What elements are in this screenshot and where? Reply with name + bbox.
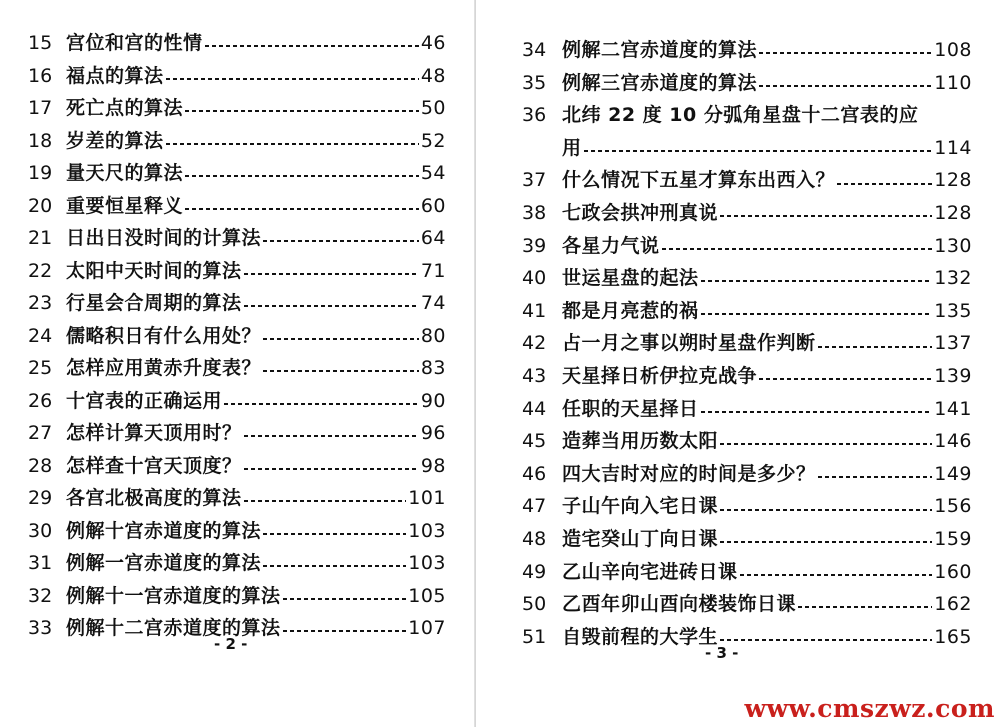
dot-leader <box>263 240 419 242</box>
entry-title: 四大吉时对应的时间是多少？ <box>562 462 816 485</box>
entry-number: 19 <box>28 162 53 184</box>
toc-entry <box>28 27 446 60</box>
right-page <box>480 0 1007 727</box>
dot-leader <box>244 305 419 307</box>
dot-leader <box>205 45 419 47</box>
entry-number: 31 <box>28 552 53 574</box>
entry-number: 15 <box>28 32 53 54</box>
entry-title: 例解二宫赤道度的算法 <box>562 39 758 61</box>
entry-number: 38 <box>522 201 547 224</box>
entry-page-number: 107 <box>408 617 446 639</box>
entry-number: 37 <box>522 169 547 192</box>
entry-title: 重要恒星释义 <box>66 194 184 217</box>
dot-leader <box>662 248 933 250</box>
entry-title: 十宫表的正确运用 <box>66 389 223 412</box>
toc-entry <box>522 360 972 393</box>
entry-title: 宫位和宫的性情 <box>66 32 203 54</box>
toc-entry <box>522 197 972 230</box>
entry-title: 乙山辛向宅进砖日课 <box>562 560 738 583</box>
entry-title: 死亡点的算法 <box>66 97 184 119</box>
entry-number: 51 <box>522 625 547 648</box>
entry-title: 岁差的算法 <box>66 129 164 152</box>
entry-page-number: 74 <box>420 292 446 314</box>
page-number-right: - 3 - <box>705 644 739 662</box>
entry-title: 太阳中天时间的算法 <box>66 259 242 282</box>
entry-page-number: 162 <box>934 593 972 616</box>
entry-title: 怎样计算天顶用时？ <box>66 422 242 444</box>
entry-page-number: 83 <box>420 357 446 379</box>
entry-title: 什么情况下五星才算东出西入？ <box>562 169 836 192</box>
toc-entry <box>522 490 972 523</box>
entry-number: 36 <box>522 104 547 127</box>
entry-page-number: 139 <box>934 364 972 387</box>
toc-entry <box>28 547 446 580</box>
entry-number: 18 <box>28 129 53 152</box>
entry-page-number: 98 <box>420 454 446 477</box>
dot-leader <box>818 346 933 348</box>
entry-number: 23 <box>28 292 53 314</box>
entry-number: 42 <box>522 332 547 355</box>
toc-entry <box>28 125 446 158</box>
entry-page-number: 141 <box>934 397 972 420</box>
entry-page-number: 135 <box>934 299 972 322</box>
entry-title: 例解一宫赤道度的算法 <box>66 552 262 574</box>
dot-leader <box>720 509 932 511</box>
dot-leader <box>701 280 933 282</box>
entry-number: 50 <box>522 593 547 616</box>
toc-entry <box>28 352 446 385</box>
entry-number: 35 <box>522 71 547 94</box>
entry-page-number: 64 <box>420 227 446 249</box>
toc-entry <box>28 157 446 190</box>
dot-leader <box>720 443 932 445</box>
entry-title: 子山午向入宅日课 <box>562 495 719 518</box>
entry-title: 占一月之事以朔时星盘作判断 <box>562 332 816 355</box>
dot-leader <box>759 85 932 87</box>
entry-page-number: 105 <box>408 584 446 607</box>
entry-title: 用 <box>562 136 582 159</box>
page-number-left: - 2 - <box>214 635 248 653</box>
dot-leader <box>759 52 932 54</box>
dot-leader <box>283 598 407 600</box>
entry-page-number: 110 <box>934 71 972 94</box>
toc-entry <box>28 255 446 288</box>
dot-leader <box>759 378 932 380</box>
toc-entry <box>522 621 972 654</box>
entry-number: 46 <box>522 462 547 485</box>
entry-page-number: 96 <box>420 422 446 444</box>
toc-entry <box>28 385 446 418</box>
entry-number: 27 <box>28 422 53 444</box>
entry-page-number: 52 <box>420 129 446 152</box>
entry-page-number: 90 <box>420 389 446 412</box>
entry-title: 例解三宫赤道度的算法 <box>562 71 758 94</box>
dot-leader <box>263 370 419 372</box>
entry-title: 例解十二宫赤道度的算法 <box>66 617 281 639</box>
entry-number: 25 <box>28 357 53 379</box>
entry-title: 各宫北极高度的算法 <box>66 487 242 509</box>
dot-leader <box>244 468 419 470</box>
toc-entry <box>522 556 972 589</box>
dot-leader <box>720 215 932 217</box>
entry-title: 行星会合周期的算法 <box>66 292 242 314</box>
entry-title: 儒略积日有什么用处？ <box>66 324 262 347</box>
toc-entry <box>28 482 446 515</box>
toc-entry <box>522 523 972 556</box>
entry-page-number: 149 <box>934 462 972 485</box>
dot-leader <box>166 78 419 80</box>
entry-number: 30 <box>28 519 53 542</box>
toc-entry <box>522 262 972 295</box>
entry-number: 26 <box>28 389 53 412</box>
entry-page-number: 54 <box>420 162 446 184</box>
entry-title: 都是月亮惹的祸 <box>562 299 699 322</box>
entry-number: 49 <box>522 560 547 583</box>
toc-entry <box>28 515 446 548</box>
dot-leader <box>701 411 933 413</box>
entry-number: 16 <box>28 64 53 87</box>
toc-entry <box>522 393 972 426</box>
entry-page-number: 103 <box>408 519 446 542</box>
toc-entry <box>28 580 446 613</box>
toc-entry <box>28 417 446 450</box>
page-gutter <box>474 0 476 727</box>
toc-entry <box>522 67 972 100</box>
entry-page-number: 165 <box>934 625 972 648</box>
entry-title: 例解十宫赤道度的算法 <box>66 519 262 542</box>
toc-entry <box>28 450 446 483</box>
entry-title: 北纬 22 度 10 分弧角星盘十二宫表的应 <box>562 104 919 127</box>
entry-title: 乙酉年卯山酉向楼装饰日课 <box>562 593 797 616</box>
entry-number: 45 <box>522 430 547 453</box>
entry-number: 24 <box>28 324 53 347</box>
dot-leader <box>283 630 407 632</box>
dot-leader <box>244 500 407 502</box>
entry-title: 世运星盘的起法 <box>562 267 699 290</box>
entry-page-number: 130 <box>934 234 972 257</box>
entry-title: 各星力气说 <box>562 234 660 257</box>
entry-number: 17 <box>28 97 53 119</box>
entry-number: 40 <box>522 267 547 290</box>
entry-number: 41 <box>522 299 547 322</box>
toc-entry <box>28 190 446 223</box>
entry-number: 28 <box>28 454 53 477</box>
left-page <box>0 0 470 727</box>
entry-page-number: 103 <box>408 552 446 574</box>
entry-page-number: 137 <box>934 332 972 355</box>
site-watermark: www.cmszwz.com <box>744 694 995 723</box>
dot-leader <box>584 150 933 152</box>
entry-page-number: 132 <box>934 267 972 290</box>
entry-title: 福点的算法 <box>66 64 164 87</box>
dot-leader <box>185 208 419 210</box>
entry-page-number: 101 <box>408 487 446 509</box>
toc-entry <box>522 425 972 458</box>
dot-leader <box>263 533 406 535</box>
dot-leader <box>720 541 932 543</box>
dot-leader <box>701 313 933 315</box>
entry-number: 39 <box>522 234 547 257</box>
entry-title: 天星择日析伊拉克战争 <box>562 364 758 387</box>
toc-entry <box>28 92 446 125</box>
entry-number: 32 <box>28 584 53 607</box>
entry-page-number: 50 <box>420 97 446 119</box>
entry-title: 任职的天星择日 <box>562 397 699 420</box>
entry-title: 自毁前程的大学生 <box>562 625 719 648</box>
toc-entry <box>28 287 446 320</box>
toc-entry <box>522 164 972 197</box>
toc-entry <box>522 132 972 165</box>
toc-list-right <box>522 34 972 653</box>
entry-title: 七政会拱冲刑真说 <box>562 201 719 224</box>
dot-leader <box>185 110 419 112</box>
entry-number: 33 <box>28 617 53 639</box>
entry-number: 48 <box>522 527 547 550</box>
entry-number: 22 <box>28 259 53 282</box>
toc-entry <box>522 230 972 263</box>
dot-leader <box>818 476 933 478</box>
toc-list-left <box>28 27 446 645</box>
entry-page-number: 114 <box>934 136 972 159</box>
toc-entry <box>28 320 446 353</box>
toc-entry <box>522 458 972 491</box>
entry-number: 21 <box>28 227 53 249</box>
toc-entry <box>522 327 972 360</box>
dot-leader <box>798 606 932 608</box>
dot-leader <box>185 175 419 177</box>
entry-number: 34 <box>522 39 547 61</box>
entry-page-number: 128 <box>934 169 972 192</box>
dot-leader <box>244 273 419 275</box>
toc-entry <box>522 34 972 67</box>
entry-title: 例解十一宫赤道度的算法 <box>66 584 281 607</box>
entry-page-number: 71 <box>420 259 446 282</box>
entry-page-number: 108 <box>934 39 972 61</box>
entry-page-number: 60 <box>420 194 446 217</box>
entry-number: 44 <box>522 397 547 420</box>
entry-page-number: 156 <box>934 495 972 518</box>
dot-leader <box>263 565 406 567</box>
entry-number: 20 <box>28 194 53 217</box>
entry-title: 量天尺的算法 <box>66 162 184 184</box>
dot-leader <box>837 183 932 185</box>
dot-leader <box>263 338 419 340</box>
entry-page-number: 146 <box>934 430 972 453</box>
dot-leader <box>224 403 419 405</box>
dot-leader <box>166 143 419 145</box>
entry-page-number: 48 <box>420 64 446 87</box>
entry-title: 日出日没时间的计算法 <box>66 227 262 249</box>
entry-title: 造葬当用历数太阳 <box>562 430 719 453</box>
entry-title: 造宅癸山丁向日课 <box>562 527 719 550</box>
toc-entry <box>28 222 446 255</box>
entry-title: 怎样查十宫天顶度？ <box>66 454 242 477</box>
entry-title: 怎样应用黄赤升度表？ <box>66 357 262 379</box>
entry-page-number: 46 <box>420 32 446 54</box>
toc-entry <box>522 295 972 328</box>
entry-page-number: 128 <box>934 201 972 224</box>
entry-number: 29 <box>28 487 53 509</box>
dot-leader <box>740 574 933 576</box>
toc-entry <box>522 99 972 132</box>
entry-number: 47 <box>522 495 547 518</box>
entry-number: 43 <box>522 364 547 387</box>
dot-leader <box>720 639 932 641</box>
dot-leader <box>244 435 419 437</box>
toc-entry <box>28 60 446 93</box>
entry-page-number: 160 <box>934 560 972 583</box>
entry-page-number: 159 <box>934 527 972 550</box>
entry-page-number: 80 <box>420 324 446 347</box>
toc-entry <box>522 588 972 621</box>
